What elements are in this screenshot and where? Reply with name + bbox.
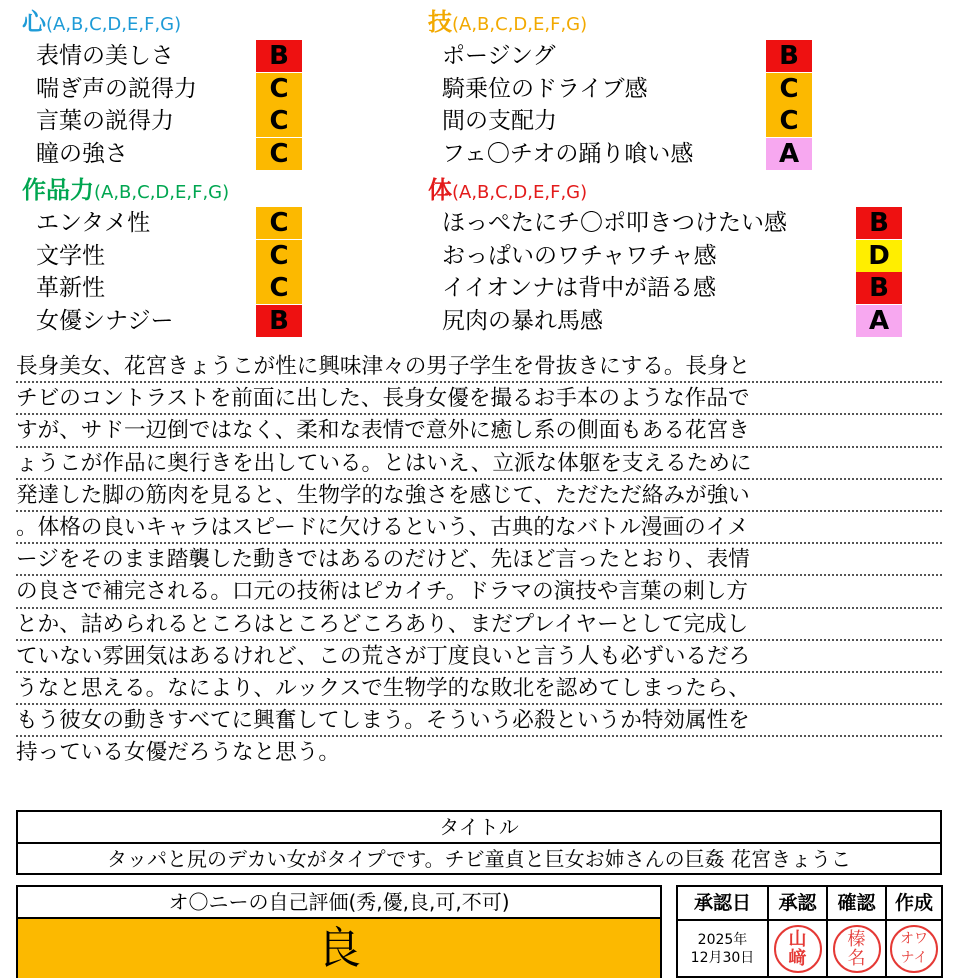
approve-header: 承認 <box>769 887 826 921</box>
title-box <box>16 810 942 875</box>
rating-row-kokoro <box>36 138 302 170</box>
seal-char: ナイ <box>900 949 928 966</box>
grade-badge: C <box>766 73 812 105</box>
section-title-waza <box>428 8 587 39</box>
grade-badge: B <box>856 272 902 304</box>
rating-row-waza <box>442 40 812 72</box>
rating-row-sakuhin <box>36 272 302 304</box>
review-line: すが、サド一辺倒ではなく、柔和な表情で意外に癒し系の側面もある花宮き <box>16 415 942 447</box>
section-name: 技 <box>428 8 452 36</box>
section-name: 心 <box>22 8 46 36</box>
review-line: 。体格の良いキャラはスピードに欠けるという、古典的なバトル漫画のイメ <box>16 512 942 544</box>
seal-char: 山 <box>788 928 807 950</box>
section-name: 作品力 <box>22 176 94 204</box>
section-name: 体 <box>428 176 452 204</box>
rating-label: ほっぺたにチ〇ポ叩きつけたい感 <box>442 210 787 236</box>
rating-label: フェ〇チオの踊り喰い感 <box>442 140 694 167</box>
rating-label: おっぱいのワチャワチャ感 <box>442 242 717 269</box>
rating-row-waza <box>442 73 812 105</box>
rating-label: 瞳の強さ <box>36 140 128 167</box>
seal-char: 榛 <box>847 928 866 950</box>
rating-label: 革新性 <box>36 275 105 301</box>
rating-label: イイオンナは背中が語る感 <box>442 275 717 301</box>
approve-column <box>769 887 828 976</box>
approval-date-header: 承認日 <box>678 887 767 921</box>
rating-row-karada <box>442 272 902 304</box>
rating-label: 文学性 <box>36 242 105 269</box>
rating-label: 間の支配力 <box>442 108 557 134</box>
grade-badge: C <box>256 207 302 239</box>
review-line: ージをそのまま踏襲した動きではあるのだけど、先ほど言ったとおり、表情 <box>16 544 942 576</box>
section-title-sakuhin <box>22 176 229 207</box>
review-line: 長身美女、花宮きょうこが性に興味津々の男子学生を骨抜きにする。長身と <box>16 351 942 383</box>
create-header: 作成 <box>887 887 941 921</box>
rating-row-kokoro <box>36 73 302 105</box>
rating-label: エンタメ性 <box>36 210 151 236</box>
grade-badge: C <box>256 105 302 137</box>
rating-row-sakuhin <box>36 305 302 337</box>
review-line: とか、詰められるところはところどころあり、まだプレイヤーとして完成し <box>16 609 942 641</box>
seal-char: 名 <box>847 947 866 969</box>
grade-badge: C <box>766 105 812 137</box>
rating-label: 尻肉の暴れ馬感 <box>442 307 603 334</box>
approval-date-year: 2025年 <box>697 931 748 948</box>
self-evaluation-value: 良 <box>18 919 660 978</box>
grade-scale: (A,B,C,D,E,F,G) <box>94 182 230 203</box>
rating-label: 騎乗位のドライブ感 <box>442 75 648 102</box>
grade-badge: A <box>856 305 902 337</box>
rating-label: 言葉の説得力 <box>36 108 174 134</box>
title-header: タイトル <box>18 812 940 844</box>
approval-date-month-day: 12月30日 <box>690 949 755 966</box>
grade-badge: C <box>256 73 302 105</box>
create-seal-icon <box>890 925 938 973</box>
grade-badge: D <box>856 240 902 272</box>
grade-scale: (A,B,C,D,E,F,G) <box>46 14 182 35</box>
approval-table <box>676 885 943 978</box>
approval-date <box>691 931 755 967</box>
rating-row-waza <box>442 138 812 170</box>
grade-scale: (A,B,C,D,E,F,G) <box>452 14 588 35</box>
grade-badge: B <box>256 40 302 72</box>
review-line: の良さで補完される。口元の技術はピカイチ。ドラマの演技や言葉の刺し方 <box>16 576 942 608</box>
rating-row-karada <box>442 240 902 272</box>
rating-label: 表情の美しさ <box>36 43 174 69</box>
section-title-kokoro <box>22 8 181 39</box>
rating-row-karada <box>442 305 902 337</box>
approve-seal-icon <box>774 925 822 973</box>
grade-badge: A <box>766 138 812 170</box>
review-line: ょうこが作品に奥行きを出している。とはいえ、立派な体躯を支えるために <box>16 448 942 480</box>
grade-badge: B <box>256 305 302 337</box>
review-text <box>16 351 942 769</box>
seal-char: オワ <box>900 930 928 947</box>
rating-label: ポージング <box>442 43 556 69</box>
section-title-karada <box>428 176 587 207</box>
grade-scale: (A,B,C,D,E,F,G) <box>452 182 588 203</box>
grade-badge: C <box>256 138 302 170</box>
review-line: ていない雰囲気はあるけれど、この荒さが丁度良いと言う人も必ずいるだろ <box>16 641 942 673</box>
grade-badge: C <box>256 240 302 272</box>
rating-row-waza <box>442 105 812 137</box>
self-evaluation-box <box>16 885 662 978</box>
rating-row-kokoro <box>36 40 302 72</box>
create-column <box>887 887 941 976</box>
title-value: タッパと尻のデカい女がタイプです。チビ童貞と巨女お姉さんの巨姦 花宮きょうこ <box>107 847 851 871</box>
confirm-header: 確認 <box>828 887 885 921</box>
self-evaluation-header: オ〇ニーの自己評価(秀,優,良,可,不可) <box>18 887 660 919</box>
grade-badge: C <box>256 272 302 304</box>
grade-badge: B <box>856 207 902 239</box>
review-line: 持っている女優だろうなと思う。 <box>16 740 340 766</box>
review-line: 発達した脚の筋肉を見ると、生物学的な強さを感じて、ただただ絡みが強い <box>16 480 942 512</box>
rating-row-sakuhin <box>36 207 302 239</box>
rating-row-kokoro <box>36 105 302 137</box>
approval-date-column <box>678 887 769 976</box>
review-line: うなと思える。なにより、ルックスで生物学的な敗北を認めてしまったら、 <box>16 673 942 705</box>
review-line: チビのコントラストを前面に出した、長身女優を撮るお手本のような作品で <box>16 383 942 415</box>
rating-label: 女優シナジー <box>36 307 174 334</box>
rating-label: 喘ぎ声の説得力 <box>36 75 197 102</box>
seal-char: 﨑 <box>788 947 807 969</box>
grade-badge: B <box>766 40 812 72</box>
rating-row-karada <box>442 207 902 239</box>
confirm-seal-icon <box>833 925 881 973</box>
confirm-column <box>828 887 887 976</box>
review-line: もう彼女の動きすべてに興奮してしまう。そういう必殺というか特効属性を <box>16 705 942 737</box>
rating-row-sakuhin <box>36 240 302 272</box>
